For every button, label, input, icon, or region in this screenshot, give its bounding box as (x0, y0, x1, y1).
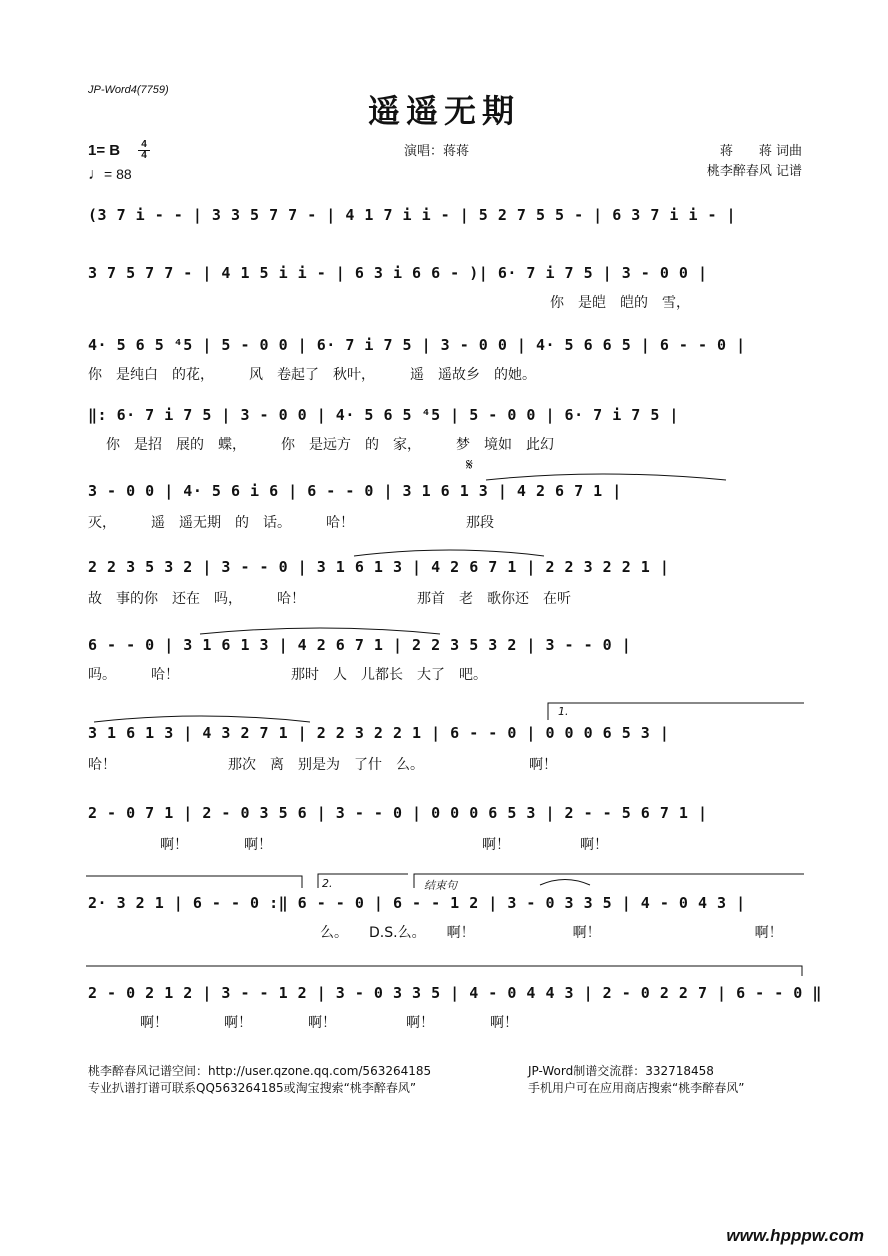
software-tag: JP-Word4(7759) (88, 84, 169, 96)
site-watermark: www.hpppw.com (726, 1226, 864, 1245)
time-signature-top: 4 (138, 140, 150, 151)
score-line-7-notes: 6 - - 0 | 3 1 6 1 3 | 4 2 6 7 1 | 2 2 3 5 3 2 | 3 - - 0 | (88, 636, 632, 654)
score-line-1-notes: (3 7 i - - | 3 3 5 7 7 - | 4 1 7 i i - | 5 2 7 5 5 - | 6 3 7 i i - | (88, 206, 737, 224)
score-line-11-notes: 2 - 0 2 1 2 | 3 - - 1 2 | 3 - 0 3 3 5 | 4 - 0 4 4 3 | 2 - 0 2 2 7 | 6 - - 0 ‖ (88, 984, 822, 1002)
footer-group-note: JP-Word制谱交流群：332718458 (528, 1064, 714, 1078)
segno-sign: 𝄋 (466, 455, 473, 474)
score-line-10-notes: 2· 3 2 1 | 6 - - 0 :‖ 6 - - 0 | 6 - - 1 2 | 3 - 0 3 3 5 | 4 - 0 4 3 | (88, 894, 746, 912)
score-line-3-notes: 4· 5 6 5 ⁴5 | 5 - 0 0 | 6· 7 i 7 5 | 3 - 0 0 | 4· 5 6 6 5 | 6 - - 0 | (88, 336, 746, 354)
score-line-2-notes: 3 7 5 7 7 - | 4 1 5 i i - | 6 3 i 6 6 - )| 6· 7 i 7 5 | 3 - 0 0 | (88, 264, 708, 282)
score-line-5-lyrics: 灭， 遥 遥无期 的 话。 哈！ 那段 (88, 515, 494, 531)
ending-phrase-label: 结束句 (424, 879, 457, 892)
score-line-6-lyrics: 故 事的你 还在 吗， 哈！ 那首 老 歌你还 在听 (88, 591, 571, 607)
singer-credit: 演唱：蒋蒋 (404, 144, 470, 159)
score-line-4-notes: ‖: 6· 7 i 7 5 | 3 - 0 0 | 4· 5 6 5 ⁴5 | 5 - 0 0 | 6· 7 i 7 5 | (88, 406, 679, 424)
score-line-5-notes: 3 - 0 0 | 4· 5 6 i 6 | 6 - - 0 | 3 1 6 1 3 | 4 2 6 7 1 | (88, 482, 622, 500)
score-line-11-lyrics: 啊！ 啊！ 啊！ 啊！ 啊！ (140, 1015, 518, 1031)
score-line-4-lyrics: 你 是招 展的 蝶， 你 是远方 的 家， 梦 境如 此幻 (106, 437, 554, 453)
footer-contact-note: 专业扒谱打谱可联系QQ563264185或淘宝搜索“桃李醉春风” (88, 1081, 417, 1095)
score-line-7-lyrics: 吗。 哈！ 那时 人 儿都长 大了 吧。 (88, 667, 487, 683)
score-line-8-notes: 3 1 6 1 3 | 4 3 2 7 1 | 2 2 3 2 2 1 | 6 - - 0 | 0 0 0 6 5 3 | (88, 724, 670, 742)
score-line-3-lyrics: 你 是纯白 的花， 风 卷起了 秋叶， 遥 遥故乡 的她。 (88, 367, 536, 383)
footer-app-note: 手机用户可在应用商店搜索“桃李醉春风” (528, 1081, 745, 1095)
transcriber-credit: 桃李醉春风 记谱 (706, 164, 802, 179)
score-line-10-lyrics: 么。 D.S.么。 啊！ 啊！ 啊！ (320, 925, 783, 941)
volta-2-label: 2. (322, 877, 333, 890)
score-line-2-lyrics: 你 是皑 皑的 雪， (550, 295, 690, 311)
footer-qzone-link[interactable]: 桃李醉春风记谱空间：http://user.qzone.qq.com/563264185 (88, 1064, 432, 1078)
song-title: 遥遥无期 (367, 92, 520, 130)
volta-1-label: 1. (558, 705, 569, 718)
score-line-9-lyrics: 啊！ 啊！ 啊！ 啊！ (160, 837, 608, 853)
key-signature: 1= B (88, 142, 121, 159)
score-line-6-notes: 2 2 3 5 3 2 | 3 - - 0 | 3 1 6 1 3 | 4 2 6 7 1 | 2 2 3 2 2 1 | (88, 558, 670, 576)
composer-credit: 蒋 蒋 词曲 (719, 144, 802, 159)
time-signature-bottom: 4 (141, 150, 147, 161)
tempo-value: = 88 (104, 166, 132, 182)
score-line-9-notes: 2 - 0 7 1 | 2 - 0 3 5 6 | 3 - - 0 | 0 0 0 6 5 3 | 2 - - 5 6 7 1 | (88, 804, 708, 822)
score-line-8-lyrics: 哈！ 那次 离 别是为 了什 么。 啊！ (88, 757, 557, 773)
quarter-note-icon: ♩ (88, 166, 104, 183)
